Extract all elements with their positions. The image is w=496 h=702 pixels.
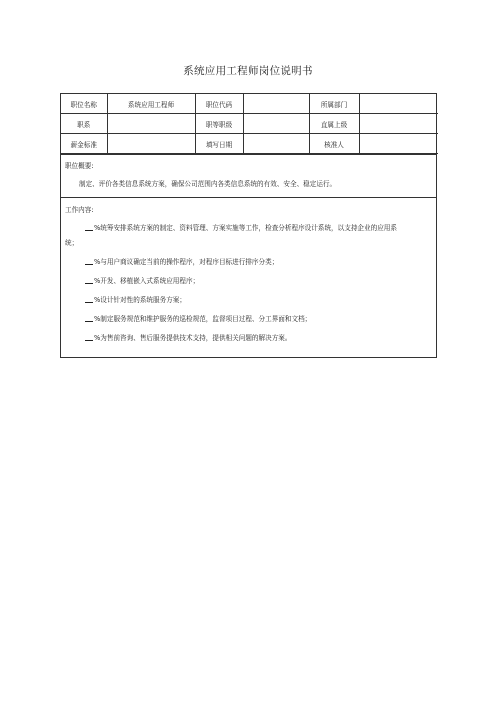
blank-underline	[85, 275, 93, 284]
duty-text: %设计针对性的系统服务方案；	[94, 296, 186, 304]
blank-underline	[85, 222, 93, 231]
blank-underline	[85, 313, 93, 322]
value-grade-level	[243, 114, 309, 134]
position-summary-section	[61, 154, 436, 197]
label-position-code: 职位代码	[195, 94, 243, 114]
table-row	[61, 134, 438, 154]
duty-item	[65, 255, 432, 270]
value-salary-standard	[107, 134, 195, 154]
blank-underline	[85, 294, 93, 303]
blank-underline	[85, 256, 93, 265]
duty-text: %为售前咨询、售后服务提供技术支持，提供相关问题的解决方案。	[94, 334, 292, 342]
value-position-name: 系统应用工程师	[107, 94, 195, 114]
duties-heading: 工作内容:	[65, 206, 94, 214]
duty-item	[65, 331, 432, 346]
value-position-code	[243, 94, 309, 114]
label-job-family: 职系	[61, 114, 107, 134]
label-approver: 核准人	[309, 134, 359, 154]
position-info-table	[61, 94, 438, 154]
duty-text: %开发、移植嵌入式系统应用程序；	[94, 277, 200, 285]
label-grade-level: 职等职级	[195, 114, 243, 134]
summary-text: 制定、评价各类信息系统方案，确保公司范围内各类信息系统的有效、安全、稳定运行。	[79, 180, 337, 188]
duty-text: %制定服务规范和维护服务的巡检规范，监督项目过程、分工界面和文档；	[94, 315, 312, 323]
document-title: 系统应用工程师岗位说明书	[183, 65, 313, 77]
label-direct-supervisor: 直属上级	[309, 114, 359, 134]
blank-underline	[85, 332, 93, 341]
label-position-name: 职位名称	[61, 94, 107, 114]
value-fill-date	[243, 134, 309, 154]
value-department	[359, 94, 438, 114]
duty-text-continuation: 统；	[65, 239, 79, 247]
table-row	[61, 114, 438, 134]
duty-item	[65, 221, 432, 251]
label-salary-standard: 薪金标准	[61, 134, 107, 154]
duty-item	[65, 293, 432, 308]
label-fill-date: 填写日期	[195, 134, 243, 154]
value-direct-supervisor	[359, 114, 438, 134]
duty-text: %与用户商议确定当前的操作程序，对程序目标进行排序分类；	[94, 258, 279, 266]
job-description-form	[60, 93, 437, 358]
label-department: 所属部门	[309, 94, 359, 114]
duty-item	[65, 274, 432, 289]
summary-heading: 职位概要:	[65, 162, 94, 170]
duty-item	[65, 312, 432, 327]
value-job-family	[107, 114, 195, 134]
job-duties-section	[61, 197, 436, 357]
table-row	[61, 94, 438, 114]
duty-text: %统筹安排系统方案的制定、资料管理、方案实施等工作，检查分析程序设计系统，以支持企业的应用系	[94, 224, 397, 232]
value-approver	[359, 134, 438, 154]
